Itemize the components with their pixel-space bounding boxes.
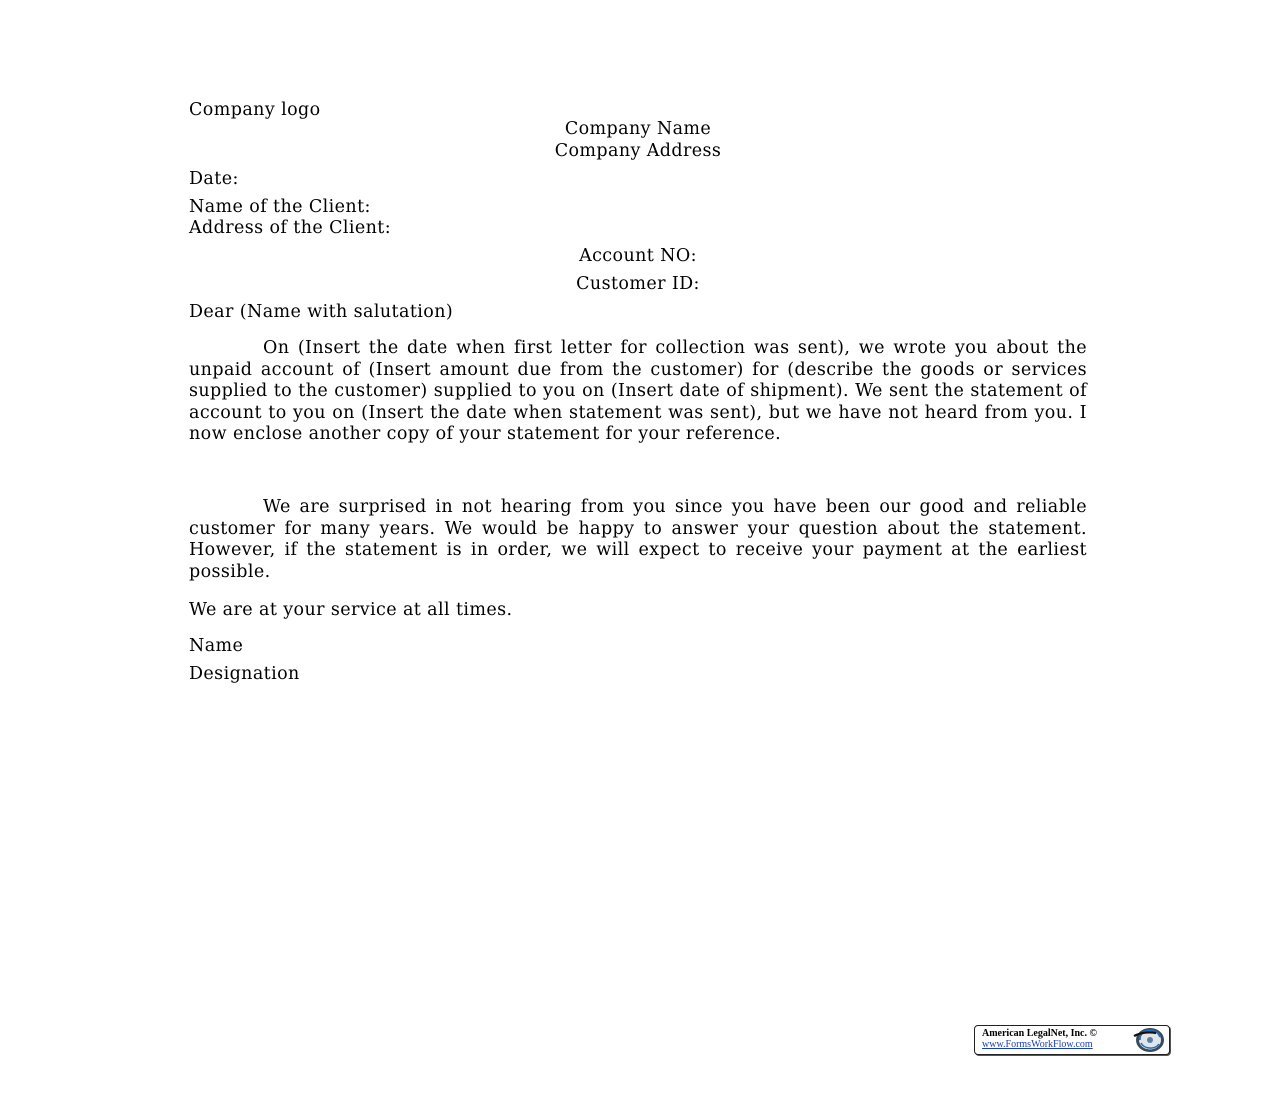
badge-company-name: American LegalNet, Inc. © [982, 1028, 1097, 1039]
company-name: Company Name [564, 119, 712, 139]
customer-id-label: Customer ID: [576, 274, 700, 294]
footer-badge [974, 1025, 1170, 1055]
badge-url-link[interactable]: www.FormsWorkFlow.com [982, 1039, 1093, 1050]
closing-line: We are at your service at all times. [189, 600, 513, 620]
body-paragraph-2: We are surprised in not hearing from you since you have been our good and reliable customer for many years. We would be happy to answer your question about the statement. However, if the statement is in order, we will expect to receive your payment at the earliest possible. [189, 497, 1087, 582]
signature-name: Name [189, 636, 244, 656]
salutation: Dear (Name with salutation) [189, 302, 454, 322]
account-no-label: Account NO: [579, 246, 697, 266]
client-name-label: Name of the Client: [189, 197, 371, 217]
company-logo-placeholder: Company logo [189, 100, 321, 120]
date-label: Date: [189, 169, 239, 189]
signature-designation: Designation [189, 664, 300, 684]
company-address: Company Address [554, 141, 722, 161]
body-paragraph-1: On (Insert the date when first letter for collection was sent), we wrote you about the unpaid account of (Insert amount due from the customer) for (describe the goods or services supplied to the customer) supplied to you on (Insert date of shipment). We sent the statement of account to you on (Insert the date when statement was sent), but we have not heard from you. I now enclose another copy of your statement for your reference. [189, 338, 1087, 445]
client-address-label: Address of the Client: [189, 218, 392, 238]
globe-logo-icon [1130, 1027, 1166, 1053]
